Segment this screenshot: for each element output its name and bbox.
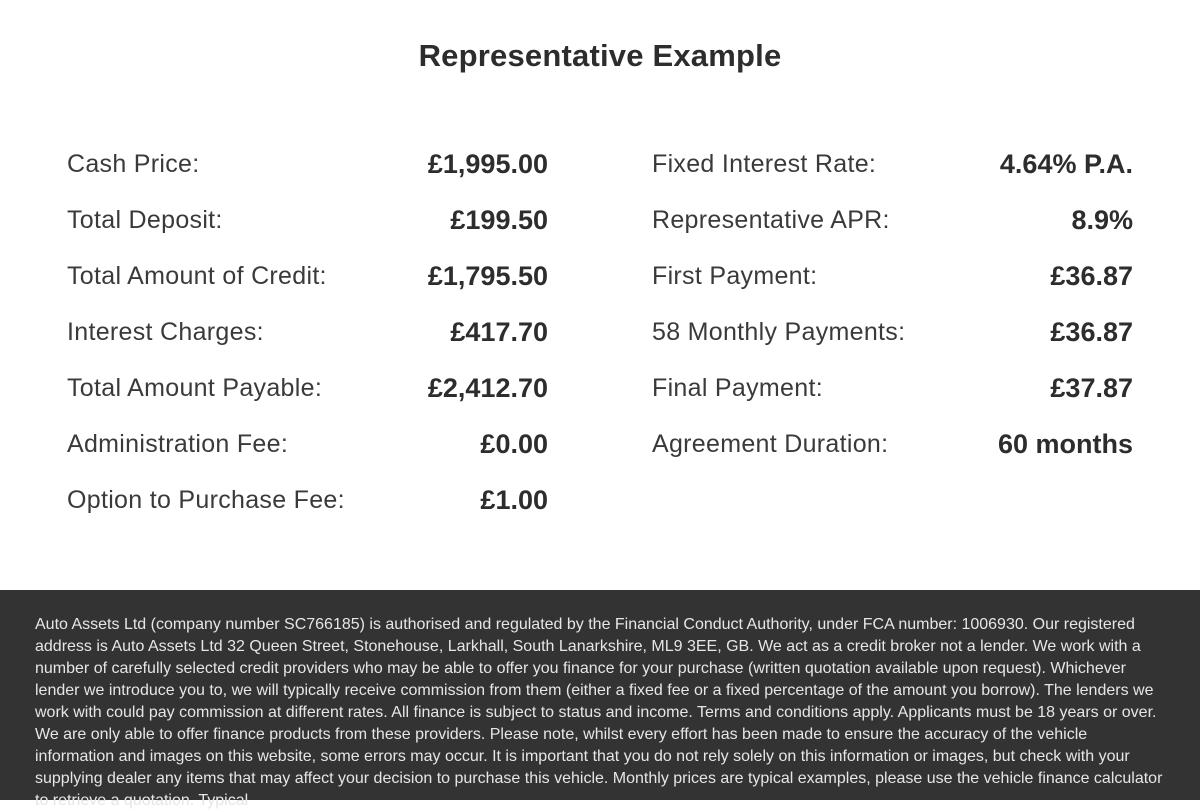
finance-value: £36.87 bbox=[1050, 316, 1133, 347]
finance-label: Total Deposit: bbox=[67, 205, 223, 234]
finance-value: £37.87 bbox=[1050, 372, 1133, 403]
finance-value: 60 months bbox=[997, 428, 1133, 459]
finance-value: £1,795.50 bbox=[427, 260, 548, 291]
finance-row-option-to-purchase-fee bbox=[67, 472, 548, 528]
finance-row-total-deposit bbox=[67, 192, 548, 248]
finance-label: 58 Monthly Payments: bbox=[652, 317, 906, 346]
finance-value: 4.64% P.A. bbox=[999, 148, 1133, 179]
finance-value: £1,995.00 bbox=[427, 148, 548, 179]
section-title: Representative Example bbox=[418, 38, 782, 73]
finance-label: Agreement Duration: bbox=[652, 429, 889, 458]
finance-label: Total Amount of Credit: bbox=[67, 261, 327, 290]
finance-label: Total Amount Payable: bbox=[67, 373, 323, 402]
finance-label: Representative APR: bbox=[652, 205, 890, 234]
finance-disclaimer-footer bbox=[0, 590, 1200, 809]
finance-value: £1.00 bbox=[480, 484, 548, 515]
finance-label: Cash Price: bbox=[67, 149, 200, 178]
finance-row-total-amount-payable bbox=[67, 360, 548, 416]
finance-row-monthly-payments bbox=[652, 304, 1133, 360]
finance-label: Interest Charges: bbox=[67, 317, 264, 346]
finance-row-representative-apr bbox=[652, 192, 1133, 248]
finance-label: Option to Purchase Fee: bbox=[67, 485, 345, 514]
finance-row-first-payment bbox=[652, 248, 1133, 304]
finance-label: First Payment: bbox=[652, 261, 818, 290]
finance-value: £2,412.70 bbox=[427, 372, 548, 403]
finance-label: Fixed Interest Rate: bbox=[652, 149, 877, 178]
finance-row-final-payment bbox=[652, 360, 1133, 416]
finance-details-right-column bbox=[652, 136, 1133, 472]
finance-value: £199.50 bbox=[450, 204, 548, 235]
finance-label: Final Payment: bbox=[652, 373, 823, 402]
finance-row-interest-charges bbox=[67, 304, 548, 360]
finance-row-total-amount-of-credit bbox=[67, 248, 548, 304]
finance-value: £0.00 bbox=[480, 428, 548, 459]
finance-row-administration-fee bbox=[67, 416, 548, 472]
finance-value: £36.87 bbox=[1050, 260, 1133, 291]
finance-details-left-column bbox=[67, 136, 548, 528]
finance-value: 8.9% bbox=[1071, 204, 1133, 235]
disclaimer-text: Auto Assets Ltd (company number SC766185) is authorised and regulated by the Financial Conduct Authority, under FCA number: 1006930. Our registered address is Auto Assets Ltd 32 Queen Street, Stonehouse, Larkhall, South Lanarkshire, ML9 3EE, GB. We act as a credit broker not a lender. We work with a number of carefully selected credit providers who may be able to offer you finance for your purchase (written quotation available upon request). Whichever lender we introduce you to, we will typically receive commission from them (either a fixed fee or a fixed percentage of the amount you borrow). The lenders we work with could pay commission at different rates. All finance is subject to status and income. Terms and conditions apply. Applicants must be 18 years or over. We are only able to offer finance products from these providers. Please note, whilst every effort has been made to ensure the accuracy of the vehicle information and images on this website, some errors may occur. It is important that you do not rely solely on this information or images, but check with your supplying dealer any items that may affect your decision to purchase this vehicle. Monthly prices are typical examples, please use the vehicle finance calculator to retrieve a quotation. Typical bbox=[35, 616, 1163, 809]
finance-row-cash-price bbox=[67, 136, 548, 192]
finance-label: Administration Fee: bbox=[67, 429, 289, 458]
finance-row-fixed-interest-rate bbox=[652, 136, 1133, 192]
finance-value: £417.70 bbox=[450, 316, 548, 347]
finance-row-agreement-duration bbox=[652, 416, 1133, 472]
